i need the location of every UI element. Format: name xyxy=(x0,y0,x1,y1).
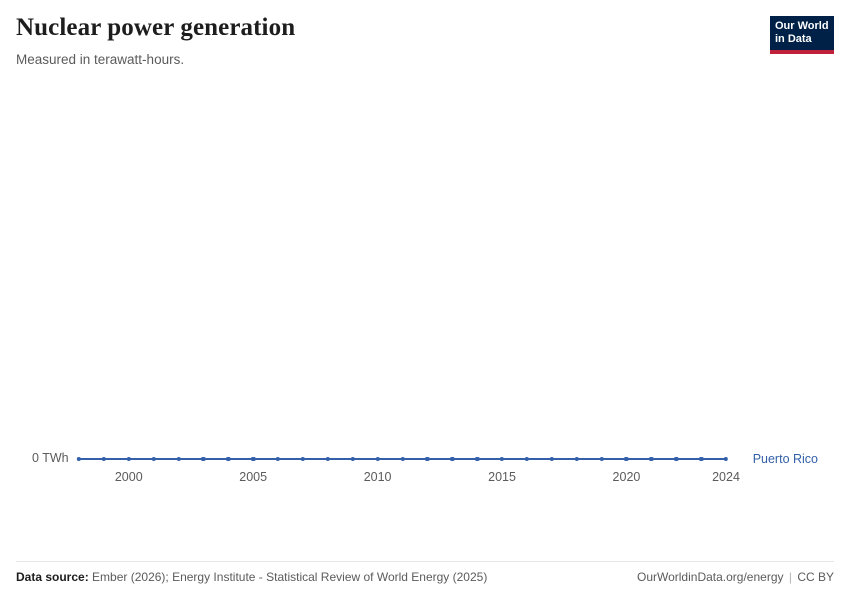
x-axis-tick-label: 2015 xyxy=(488,470,516,484)
data-point xyxy=(674,457,678,461)
data-point xyxy=(176,457,180,461)
data-point xyxy=(276,457,280,461)
data-point xyxy=(500,457,504,461)
data-point xyxy=(301,457,305,461)
data-point xyxy=(351,457,355,461)
data-point xyxy=(649,457,653,461)
plot-area xyxy=(16,88,834,528)
data-point xyxy=(400,457,404,461)
x-axis-tick-label: 2024 xyxy=(712,470,740,484)
logo-line-2: in Data xyxy=(775,33,812,45)
data-point xyxy=(127,457,131,461)
data-source-text: Ember (2026); Energy Institute - Statistical Review of World Energy (2025) xyxy=(92,570,488,584)
data-point xyxy=(151,457,155,461)
x-axis-tick-label: 2005 xyxy=(239,470,268,484)
chart-header xyxy=(16,14,834,68)
chart-footer xyxy=(16,561,834,586)
data-point xyxy=(326,457,330,461)
x-axis-tick-label: 2010 xyxy=(363,470,392,484)
site-link[interactable]: OurWorldinData.org/energy xyxy=(636,570,784,584)
license-link[interactable]: CC BY xyxy=(797,570,834,584)
data-point xyxy=(550,457,554,461)
page-title: Nuclear power generation xyxy=(16,14,296,41)
series-label-puerto-rico[interactable]: Puerto Rico xyxy=(752,452,818,466)
data-point xyxy=(450,457,454,461)
series-points-puerto-rico xyxy=(79,452,726,466)
x-axis-tick-label: 2020 xyxy=(612,470,641,484)
data-point xyxy=(624,457,628,461)
data-point xyxy=(201,457,205,461)
data-point xyxy=(699,457,703,461)
data-source xyxy=(16,570,487,584)
x-axis xyxy=(79,470,740,488)
y-axis-tick-label: 0 TWh xyxy=(32,451,69,465)
chart-subtitle: Measured in terawatt-hours. xyxy=(16,51,185,67)
data-point xyxy=(102,457,106,461)
x-axis-tick-label: 2000 xyxy=(114,470,143,484)
footer-separator: | xyxy=(788,570,792,584)
footer-links xyxy=(637,570,834,584)
data-point xyxy=(425,457,429,461)
data-point xyxy=(77,457,81,461)
data-point xyxy=(375,457,379,461)
data-point xyxy=(724,457,728,461)
data-point xyxy=(599,457,603,461)
data-point xyxy=(475,457,479,461)
data-point xyxy=(251,457,255,461)
logo-line-1: Our World xyxy=(775,20,829,32)
data-point xyxy=(574,457,578,461)
data-source-label: Data source: xyxy=(16,570,89,584)
data-point xyxy=(226,457,230,461)
our-world-in-data-logo[interactable] xyxy=(770,16,834,54)
data-point xyxy=(525,457,529,461)
